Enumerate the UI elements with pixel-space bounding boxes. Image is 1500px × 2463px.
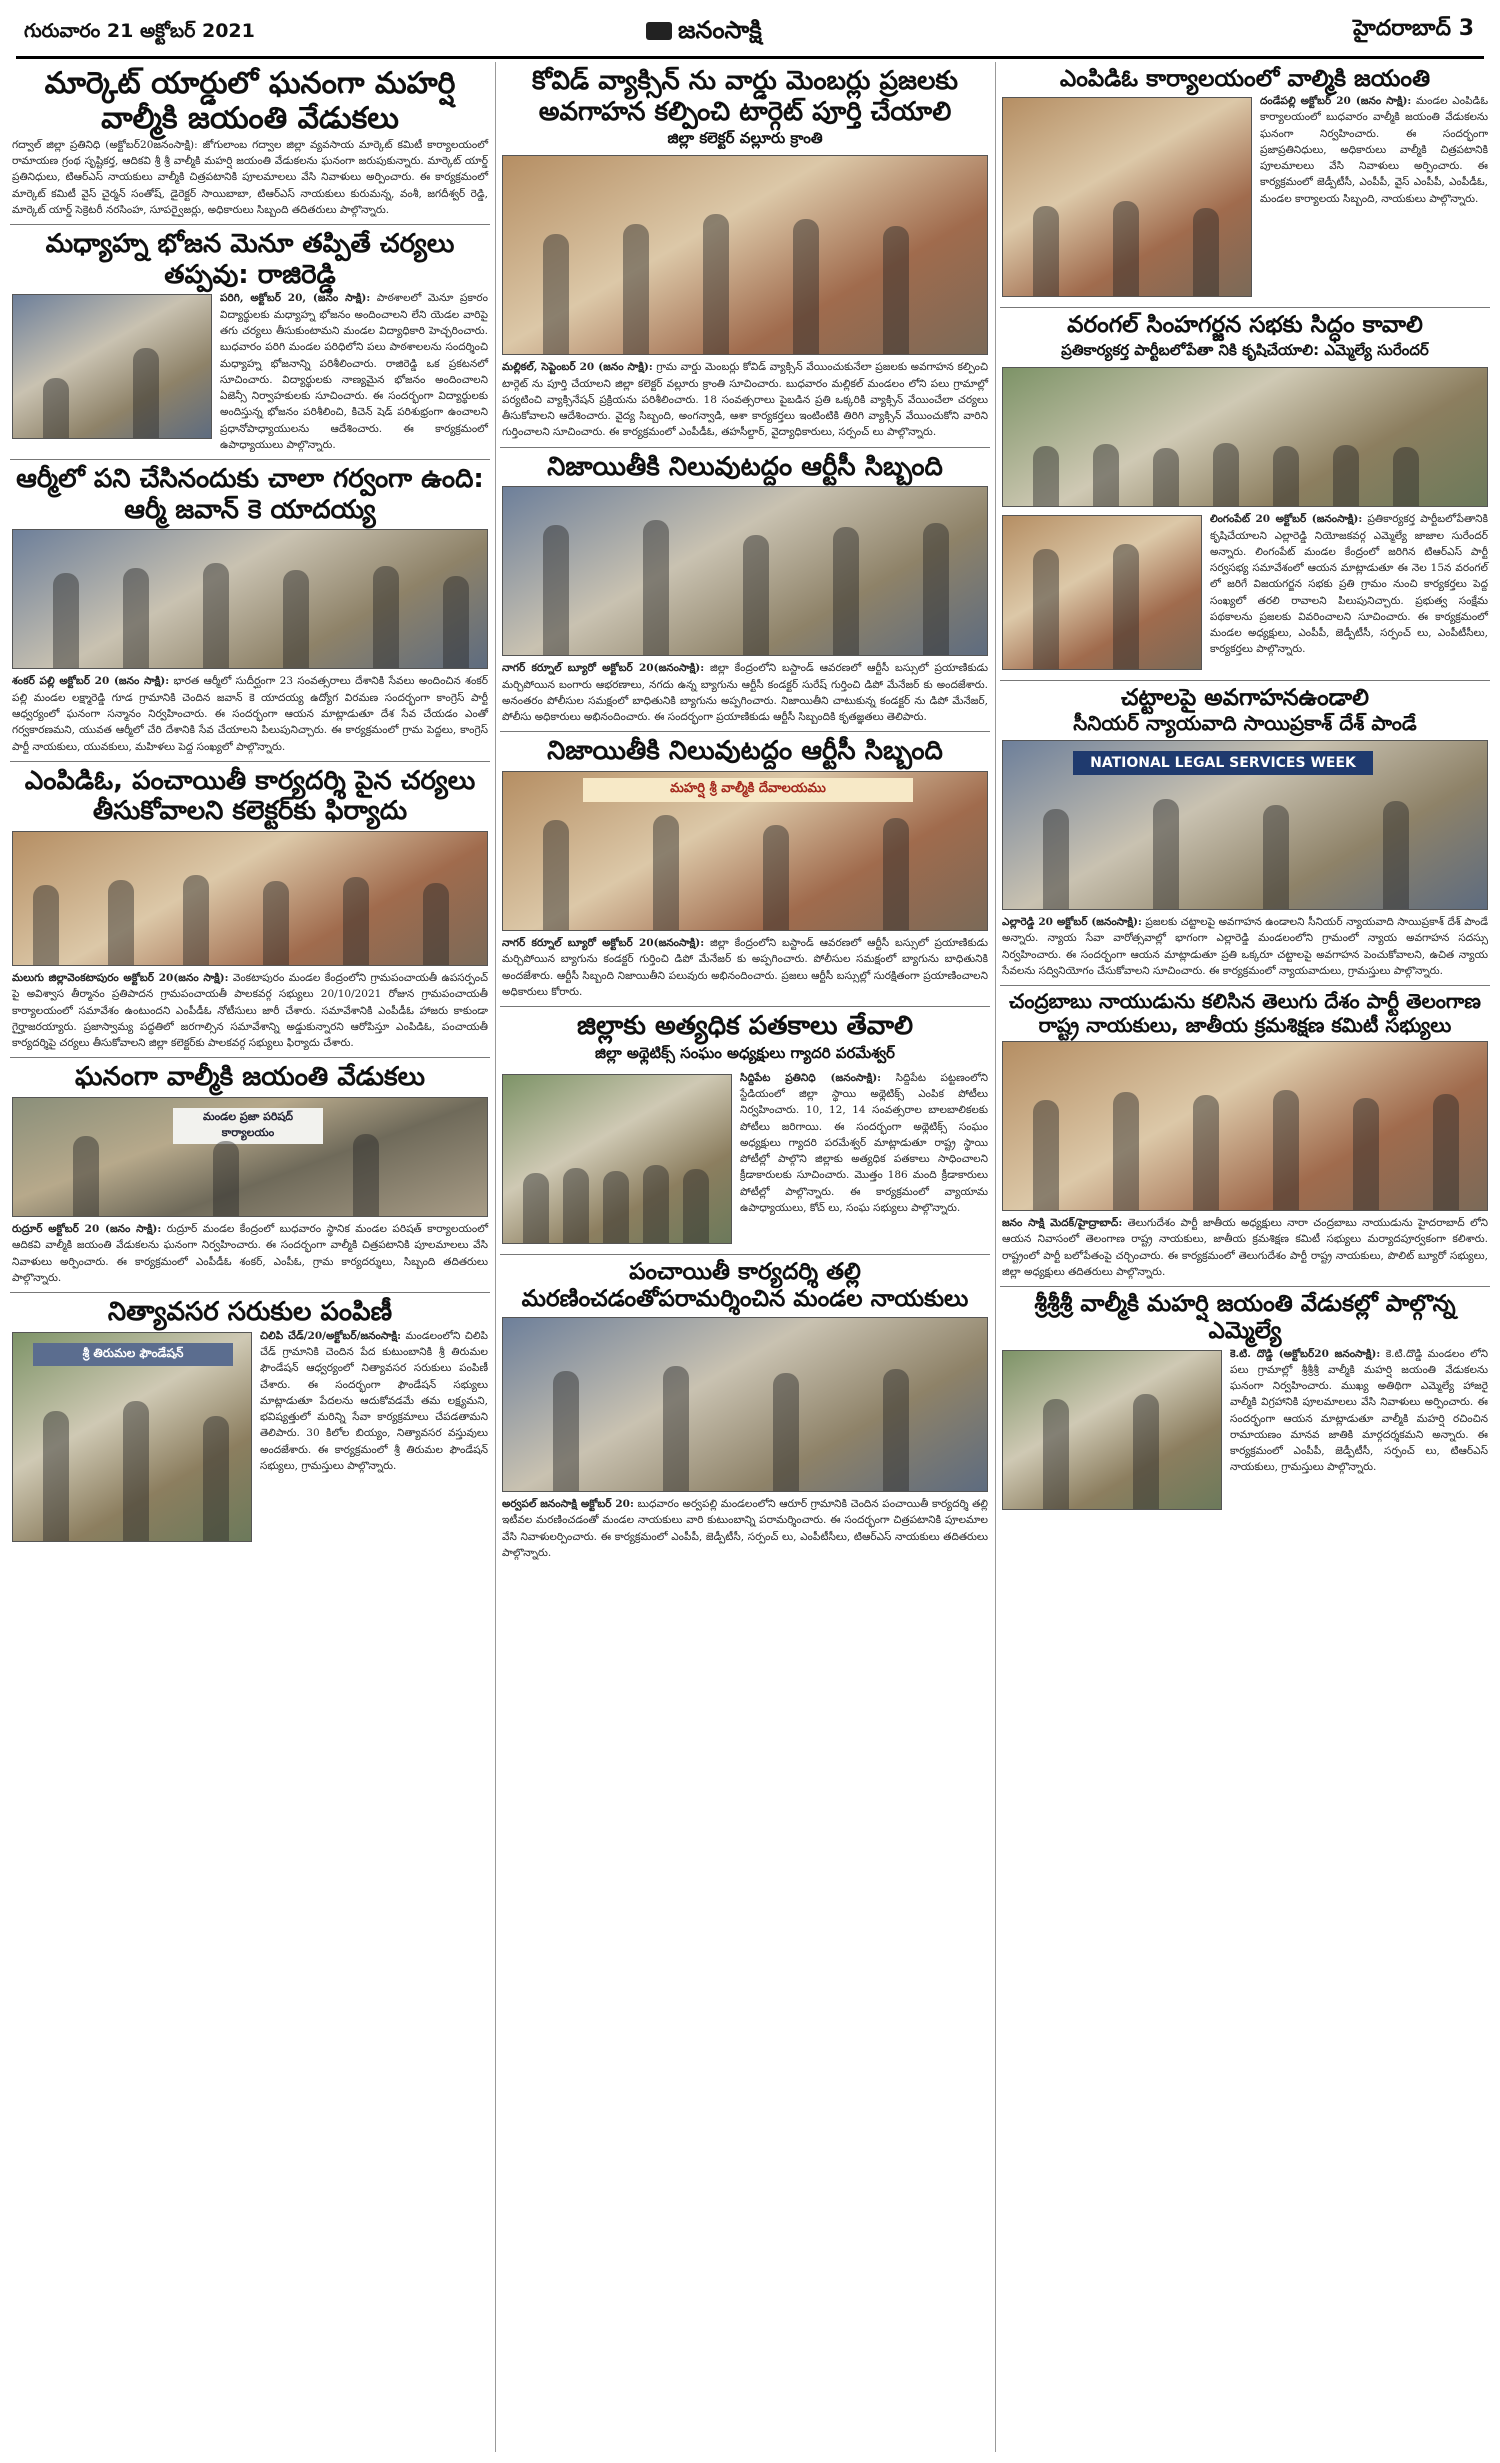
article-photo	[12, 831, 488, 966]
article-dateline: చిలిపి చేడ్/20/అక్టోబర్/జనంసాక్షి:	[260, 1329, 401, 1342]
article-photo	[502, 155, 988, 355]
paper-name-text: జనంసాక్షి	[678, 16, 762, 44]
article-mpdo-complaint	[10, 762, 490, 1059]
article-subhead: జిల్లా కలెక్టర్ వల్లూరు క్రాంతి	[667, 129, 823, 148]
article-panchayat-mother	[500, 1255, 990, 1567]
legal-week-banner: NATIONAL LEGAL SERVICES WEEK	[1073, 751, 1373, 775]
article-photo	[502, 771, 988, 931]
article-headline: మధ్యాహ్న భోజన మెనూ తప్పితే చర్యలు తప్పవు: రాజిరెడ్డి	[45, 229, 455, 290]
article-dateline: శంకర్ పల్లి అక్టోబర్ 20 (జనం సాక్షి):	[12, 675, 170, 688]
column-left	[10, 62, 490, 1552]
article-photo	[1002, 740, 1488, 910]
article-text: వెంకటాపురం మండల కేంద్రంలోని గ్రామపంచాయతీ ఉపసర్పంచ్ పై అవిశ్వాస తీర్మానం ప్రతిపాదన గ్రామపంచాయతీ పాలకవర్గ సభ్యులు 20/10/2021 రోజున గ్రామపంచాయతీ కార్యాలయంలో సమావేశం ఉంటుందని ఎంపీడీఓ నోటీసులు జారీ చేశారు. సమావేశానికి ఎంపీడీఓ హాజరు కాకుండా గైర్హాజరయ్యారు. ప్రజాస్వామ్య పద్ధతిలో జరగాల్సిన సమావేశాన్ని అడ్డుకున్నారని ఆరోపిస్తూ ఎంపిడిఓ, పంచాయతీ కార్యదర్శిపై చర్యలు తీసుకోవాలని జిల్లా కలెక్టర్‌కు పాలకవర్గ సభ్యులు ఫిర్యాదు చేశారు.	[12, 972, 488, 1050]
article-body	[502, 359, 988, 440]
article-dateline: మలుగు జిల్లావెంకటాపురం అక్టోబర్ 20(జనం సాక్షి):	[12, 972, 229, 985]
article-body	[12, 673, 488, 754]
article-headline: చట్టాలపై అవగాహనఉండాలి	[1120, 685, 1370, 712]
article-text: జిల్లా కేంద్రంలోని బస్టాండ్ ఆవరణలో ఆర్టీసీ బస్సులో ప్రయాణికుడు మర్చిపోయిన బంగారు ఆభరణాలు, నగదు ఉన్న బ్యాగును ఆర్టీసీ కండక్టర్ సురేష్ గుర్తించి డిపో మేనేజర్ కు అందజేశారు. అనంతరం పోలీసుల సమక్షంలో బాధితునికి బ్యాగును అప్పగించారు. నిజాయితీని చాటుకున్న కండక్టర్ ను డిపో మేనేజర్, పోలీసు అధికారులు అభినందించారు. ఈ సందర్భంగా ప్రయాణికుడు ఆర్టీసీ సిబ్బందికి కృతజ్ఞతలు తెలిపారు.	[502, 662, 988, 724]
article-text: బుధవారం అర్వపల్లి మండలంలోని ఆరూర్ గ్రామానికి చెందిన పంచాయితీ కార్యదర్శి తల్లి ఇటీవల మరణించడంతో మండల నాయకులు వారి కుటుంబాన్ని పరామర్శించారు. ఈ సందర్భంగా చిత్రపటానికి పూలమాల వేసి నివాళులర్పించారు. ఈ కార్యక్రమంలో ఎంపీపీ, జెడ్పీటీసీ, సర్పంచ్ లు, ఎంపీటీసీలు, టిఆర్ఎస్ నాయకులు తదితరులు పాల్గొన్నారు.	[502, 1498, 988, 1559]
masthead-rule	[16, 56, 1484, 59]
article-photo	[1002, 1041, 1488, 1211]
article-headline: కోవిడ్ వ్యాక్సిన్ ను వార్డు మెంబర్లు ప్రజలకు అవగాహన కల్పించి టార్గెట్ పూర్తి చేయాలి	[532, 66, 958, 127]
article-dateline: లింగంపేట్ 20 అక్టోబర్ (జనంసాక్షి):	[1210, 513, 1363, 526]
article-body	[1002, 914, 1488, 979]
article-text: ప్రజలకు చట్టాలపై అవగాహన ఉండాలని సీనియర్ న్యాయవాది సాయిప్రకాశ్ దేశ్ పాండే అన్నారు. న్యాయ సేవా వారోత్సవాల్లో భాగంగా ఎల్లారెడ్డి మండలంలోని గ్రామంలో న్యాయ అవగాహన సదస్సు నిర్వహించారు. ఈ సందర్భంగా ఆయన మాట్లాడుతూ ప్రతి ఒక్కరూ చట్టాలపై అవగాహన పెంచుకోవాలని, ఉచిత న్యాయ సేవలను సద్వినియోగం చేసుకోవాలని సూచించారు. ఈ కార్యక్రమంలో న్యాయవాదులు, గ్రామస్తులు పాల్గొన్నారు.	[1002, 915, 1489, 977]
article-headline: ఆర్మీలో పని చేసినందుకు చాలా గర్వంగా ఉంది: ఆర్మీ జవాన్ కె యాదయ్య	[16, 464, 484, 525]
article-legal-awareness	[1000, 681, 1490, 986]
article-dateline: పరిగి, అక్టోబర్ 20, (జనం సాక్షి):	[220, 292, 371, 305]
article-dateline: దండేపల్లి అక్టోబర్ 20 (జనం సాక్షి):	[1260, 95, 1412, 108]
article-headline-2: సీనియర్ న్యాయవాది సాయిప్రకాశ్ దేశ్ పాండే	[1073, 711, 1417, 736]
article-dateline: నాగర్ కర్నూల్ బ్యూరో అక్టోబర్ 20(జనంసాక్షి):	[502, 662, 705, 675]
article-army-jawan	[10, 460, 490, 762]
paper-name	[646, 16, 762, 50]
column-right	[1000, 62, 1490, 1520]
article-body: గద్వాల్ జిల్లా ప్రతినిధి (అక్టోబర్20జనంసాక్షి): జోగులాంబ గద్వాల జిల్లా వ్యవసాయ మార్కెట్ కమిటీ కార్యాలయంలో రామాయణ గ్రంథ సృష్టికర్త, ఆదికవి శ్రీ శ్రీ వాల్మీకి మహర్షి జయంతి వేడుకలను ఘనంగా జరుపుకున్నారు. మార్కెట్ యార్డ్ ప్రతినిధులు, టిఆర్ఎస్ నాయకులు వాల్మీకి చిత్రపటానికి పూలమాలలు వేసి నివాళులు అర్పించారు. ఈ కార్యక్రమంలో మార్కెట్ కమిటీ వైస్ చైర్మన్ సంతోష్, డైరెక్టర్ సాయిబాబా, టిఆర్ఎస్ నాయకులు కురుమన్న, వంశీ, జగదీశ్వర్ రెడ్డి, మార్కెట్ యార్డ్ సెక్రెటరీ నరసింహ, సూపర్వైజర్లు, అధికారులు సిబ్బంది తదితరులు పాల్గొన్నారు.	[12, 138, 488, 216]
article-dateline: జనం సాక్షి మెదక్/హైద్రాబాద్:	[1002, 1217, 1123, 1230]
article-subhead: జిల్లా అథ్లెటిక్స్ సంఘం అధ్యక్షులు గ్యాదరి పరమేశ్వర్	[595, 1043, 895, 1062]
article-photo	[12, 1097, 488, 1217]
article-body	[502, 935, 988, 1000]
article-text: భారత ఆర్మీలో సుదీర్ఘంగా 23 సంవత్సరాలు దేశానికి సేవలు అందించిన శంకర్ పల్లి మండల లక్ష్మారెడ్డి గూడ గ్రామానికి చెందిన జవాన్ కె యాదయ్య ఉద్యోగ విరమణ సందర్భంగా కాంగ్రెస్ పార్టీ ఆధ్వర్యంలో ఘనంగా సన్మానం నిర్వహించారు. ఈ సందర్భంగా ఆయన మాట్లాడుతూ దేశ సేవ చేయడం ఎంతో గర్వకారణమని, యువత ఆర్మీలో చేరి దేశానికి సేవ చేయాలని పిలుపునిచ్చారు. ఈ కార్యక్రమంలో గ్రామ పెద్దలు, కాంగ్రెస్ పార్టీ నాయకులు, యువకులు, మహిళలు పెద్ద సంఖ్యలో పాల్గొన్నారు.	[12, 675, 488, 753]
article-dateline: అర్వపల్ జనంసాక్షి అక్టోబర్ 20:	[502, 1498, 634, 1511]
article-photo	[12, 529, 488, 669]
article-text: గ్రామ వార్డు మెంబర్లు కోవిడ్ వ్యాక్సిన్ వేయించుకునేలా ప్రజలకు అవగాహన కల్పించి టార్గెట్ ను పూర్తి చేయాలని జిల్లా కలెక్టర్ వల్లూరు క్రాంతి సూచించారు. బుధవారం మల్లికల్ మండలం లోని పలు గ్రామాల్లో పర్యటించి వ్యాక్సినేషన్ ప్రక్రియను పరిశీలించారు. 18 సంవత్సరాలు పైబడిన ప్రతి ఒక్కరికి వ్యాక్సిన్ వేయించేలా చర్యలు తీసుకోవాలని ఆదేశించారు. వైద్య సిబ్బంది, అంగన్వాడి, ఆశా కార్యకర్తలు ఇంటింటికి తిరిగి వ్యాక్సిన్ వేయించుకోని వారిని గుర్తించాలని సూచించారు. ఈ కార్యక్రమంలో ఎంపీడీఓ, తహసీల్దార్, వైద్యాధికారులు, సర్పంచ్ లు పాల్గొన్నారు.	[502, 361, 988, 439]
issue-date: గురువారం 21 అక్టోబర్ 2021	[24, 20, 255, 42]
article-headline: ఎంపిడిఓ, పంచాయితీ కార్యదర్శి పైన చర్యలు తీసుకోవాలని కలెక్టర్‌కు ఫిర్యాదు	[24, 765, 476, 827]
article-warangal-meeting	[1000, 308, 1490, 681]
article-chandrababu	[1000, 986, 1490, 1287]
article-dateline: ఎల్లారెడ్డి 20 అక్టోబర్ (జనంసాక్షి):	[1002, 915, 1142, 928]
article-headline: పంచాయితీ కార్యదర్శి తల్లి మరణించడంతోపరామర్శించిన మండల నాయకులు	[521, 1258, 969, 1312]
article-text: మండలంలోని చిలిపి చేడ్ గ్రామానికి చెందిన పేద కుటుంబానికి శ్రీ తిరుమల ఫౌండేషన్ ఆధ్వర్యంలో నిత్యావసర సరుకులు పంపిణీ చేశారు. ఈ సందర్భంగా ఫౌండేషన్ సభ్యులు మాట్లాడుతూ పేదలను ఆదుకోవడమే తమ లక్ష్యమని, భవిష్యత్తులో మరిన్ని సేవా కార్యక్రమాలు చేపడతామని తెలిపారు. 30 కిలోల బియ్యం, నిత్యావసర వస్తువులు అందజేశారు. ఈ కార్యక్రమంలో శ్రీ తిరుమల ఫౌండేషన్ సభ్యులు, గ్రామస్తులు పాల్గొన్నారు.	[260, 1329, 488, 1472]
article-text: జిల్లా కేంద్రంలోని బస్టాండ్ ఆవరణలో ఆర్టీసీ బస్సులో ప్రయాణికుడు మర్చిపోయిన బ్యాగును కండక్టర్ గుర్తించి డిపో మేనేజర్ కు అప్పగించారు. పోలీసుల సమక్షంలో బ్యాగును బాధితునికి అందజేశారు. ఆర్టీసీ సిబ్బంది నిజాయితీని పలువురు అభినందించారు. ప్రజలు ఆర్టీసీ బస్సుల్లో సురక్షితంగా ప్రయాణించాలని అధికారులు కోరారు.	[502, 937, 988, 998]
article-mla-valmiki	[1000, 1287, 1490, 1519]
shop-sign: శ్రీ తిరుమల ఫౌండేషన్	[33, 1343, 233, 1366]
article-rtc-honesty-1	[500, 448, 990, 733]
article-text: సిద్దిపేట పట్టణంలోని స్టేడియంలో జిల్లా స్థాయి అథ్లెటిక్స్ ఎంపిక పోటీలు నిర్వహించారు. 10, 12, 14 సంవత్సరాల బాలబాలికలకు పోటీలు జరిగాయి. ఈ సందర్భంగా అథ్లెటిక్స్ సంఘం అధ్యక్షులు గ్యాదరి పరమేశ్వర్ మాట్లాడుతూ రాష్ట్ర స్థాయి పోటీల్లో పాల్గొని జిల్లాకు అత్యధిక పతకాలు సాధించాలని క్రీడాకారులకు సూచించారు. మొత్తం 186 మంది క్రీడాకారులు పోటీల్లో పాల్గొన్నారు. ఈ కార్యక్రమంలో వ్యాయామ ఉపాధ్యాయులు, కోచ్ లు, సంఘ సభ్యులు పాల్గొన్నారు.	[740, 1071, 988, 1214]
article-rtc-honesty-2	[500, 732, 990, 1007]
article-headline: చంద్రబాబు నాయుడును కలిసిన తెలుగు దేశం పార్టీ తెలంగాణ రాష్ట్ర నాయకులు, జాతీయ క్రమశిక్షణ కమిటీ సభ్యులు	[1009, 989, 1481, 1037]
article-dateline: మల్లికల్, సెప్టెంబర్ 20 (జనం సాక్షి):	[502, 361, 653, 374]
article-photo	[1002, 367, 1488, 507]
article-text: రుద్రూర్ మండల కేంద్రంలో బుధవారం స్థానిక మండల పరిషత్ కార్యాలయంలో ఆదికవి వాల్మీకి జయంతి వేడుకలను ఘనంగా నిర్వహించారు. ఈ సందర్భంగా వాల్మీకి చిత్రపటానికి పూలమాలలు వేసి నివాళులు అర్పించారు. ఈ కార్యక్రమంలో ఎంపీడీఓ శంకర్, ఎంపీఓ, గ్రామ కార్యదర్శులు, సిబ్బంది తదితరులు పాల్గొన్నారు.	[12, 1223, 488, 1284]
article-dateline: కె.టి. దొడ్డి (అక్టోబర్20 జనంసాక్షి):	[1230, 1347, 1381, 1360]
article-valmiki-rudrur	[10, 1058, 490, 1293]
city-name: హైదరాబాద్	[1353, 16, 1452, 41]
article-body	[12, 970, 488, 1051]
article-headline: వరంగల్ సింహగర్జన సభకు సిద్ధం కావాలి	[1067, 312, 1423, 339]
article-essentials	[10, 1293, 490, 1552]
article-photo	[1002, 1350, 1222, 1510]
article-text: మండల ఎంపిడిఓ కార్యాలయంలో బుధవారం వాల్మీకి జయంతి వేడుకలను ఘనంగా నిర్వహించారు. ఈ సందర్భంగా ప్రజాప్రతినిధులు, అధికారులు వాల్మీకి చిత్రపటానికి పూలమాలలు వేసి నివాళులు అర్పించారు. ఈ కార్యక్రమంలో జెడ్పీటీసీ, ఎంపీపీ, వైస్ ఎంపీపీ, ఎంపీడీఓ, మండల కార్యాలయ సిబ్బంది, నాయకులు పాల్గొన్నారు.	[1260, 95, 1488, 205]
article-text: తెలుగుదేశం పార్టీ జాతీయ అధ్యక్షులు నారా చంద్రబాబు నాయుడును హైదరాబాద్ లోని ఆయన నివాసంలో తెలంగాణ రాష్ట్ర నాయకులు, జాతీయ క్రమశిక్షణ కమిటీ సభ్యులు మర్యాదపూర్వకంగా కలిశారు. రాష్ట్రంలో పార్టీ బలోపేతంపై చర్చించారు. ఈ కార్యక్రమంలో తెలుగుదేశం పార్టీ రాష్ట్ర నాయకులు, పొలిట్ బ్యూరో సభ్యులు, జిల్లా అధ్యక్షులు తదితరులు పాల్గొన్నారు.	[1002, 1217, 1489, 1279]
article-dateline: సిద్దిపేట ప్రతినిధి (జనంసాక్షి):	[740, 1071, 882, 1084]
column-divider	[995, 62, 996, 2452]
article-headline: శ్రీశ్రీశ్రీ వాల్మీకి మహర్షి జయంతి వేడుకల్లో పాల్గొన్న ఎమ్మెల్యే	[1034, 1291, 1456, 1345]
article-subhead: ప్రతికార్యకర్త పార్టీబలోపేతా నికి కృషిచేయాలి: ఎమ్మెల్యే సురేందర్	[1061, 341, 1429, 360]
article-headline: జిల్లాకు అత్యధిక పతకాలు తేవాలి	[576, 1011, 914, 1042]
masthead	[16, 12, 1484, 52]
article-midday-meal	[10, 225, 490, 460]
article-dateline: నాగర్ కర్నూల్ బ్యూరో అక్టోబర్ 20(జనంసాక్షి):	[502, 937, 705, 950]
article-photo	[12, 1332, 252, 1542]
column-divider	[495, 62, 496, 2452]
article-headline: ఎంపిడిఓ కార్యాలయంలో వాల్మికి జయంతి	[1059, 66, 1431, 92]
article-photo	[1002, 515, 1202, 670]
article-covid-vaccine	[500, 62, 990, 448]
city-page	[1353, 16, 1474, 46]
page-number: 3	[1458, 16, 1474, 41]
article-photo	[502, 1317, 988, 1492]
article-body	[502, 1496, 988, 1561]
article-body	[502, 660, 988, 725]
photo-sign: మండల ప్రజా పరిషద్ కార్యాలయం	[173, 1108, 323, 1144]
article-headline: నిజాయితీకి నిలువుటద్దం ఆర్టీసీ సిబ్బంది	[547, 451, 943, 482]
paper-logo-icon	[646, 22, 672, 40]
article-athletics	[500, 1007, 990, 1255]
article-photo	[502, 1074, 732, 1244]
article-mpdo-valmiki	[1000, 62, 1490, 308]
article-photo	[502, 486, 988, 656]
temple-banner: మహర్షి శ్రీ వాల్మీకి దేవాలయము	[583, 778, 913, 802]
article-text: ప్రతికార్యకర్త పార్టీబలోపేతానికి కృషిచేయాలని ఎల్లారెడ్డి నియోజకవర్గ ఎమ్మెల్యే జాజాల సురేందర్ అన్నారు. లింగంపేట్ మండల కేంద్రంలో జరిగిన టిఆర్ఎస్ పార్టీ సర్వసభ్య సమావేశంలో ఆయన మాట్లాడుతూ ఈ నెల 15న వరంగల్ లో జరిగే విజయగర్జన సభకు ప్రతి గ్రామం నుంచి కార్యకర్తలు పెద్ద సంఖ్యలో తరలి రావాలని పిలుపునిచ్చారు. ప్రభుత్వ సంక్షేమ పథకాలను ప్రజలకు వివరించాలని సూచించారు. ఈ కార్యక్రమంలో మండల అధ్యక్షులు, ఎంపీపీ, జెడ్పీటీసీ, సర్పంచ్ లు, ఎంపీటీసీలు, కార్యకర్తలు పాల్గొన్నారు.	[1210, 513, 1488, 656]
article-photo	[12, 294, 212, 439]
article-headline: నిజాయితీకి నిలువుటద్దం ఆర్టీసీ సిబ్బంది	[547, 736, 943, 767]
article-text: కె.టి.దొడ్డి మండలం లోని పలు గ్రామాల్లో శ్రీశ్రీశ్రీ వాల్మీకి మహర్షి జయంతి వేడుకలను ఘనంగా నిర్వహించారు. ముఖ్య అతిథిగా ఎమ్మెల్యే హాజరై వాల్మీకి విగ్రహానికి పూలమాలలు వేసి నివాళులు అర్పించారు. ఈ సందర్భంగా ఆయన మాట్లాడుతూ వాల్మీకి మహర్షి రచించిన రామాయణం మానవ జాతికి మార్గదర్శకమని అన్నారు. ఈ కార్యక్రమంలో ఎంపీపీ, జెడ్పీటీసీ, సర్పంచ్ లు, టిఆర్ఎస్ నాయకులు, గ్రామస్తులు పాల్గొన్నారు.	[1230, 1347, 1489, 1474]
article-body	[1002, 1215, 1488, 1280]
article-text: పాఠశాలలో మెనూ ప్రకారం విద్యార్థులకు మధ్యాహ్న భోజనం అందించాలని లేని యెడల వారిపై తగు చర్యలు తీసుకుంటామని మండల విద్యాధికారి హెచ్చరించారు. బుధవారం పరిగి మండల పరిధిలోని పలు పాఠశాలలను సందర్శించి మధ్యాహ్న భోజనాన్ని పరిశీలించారు. రాజిరెడ్డి ఒక ప్రకటనలో సూచించారు. విద్యార్థులకు నాణ్యమైన భోజనం అందించాలని ఏజెన్సీ నిర్వాహకులకు సూచించారు. ఈ సందర్భంగా విద్యార్థులకు అందిస్తున్న భోజనం పరిశీలించి, కిచెన్ షెడ్ పరిశుభ్రంగా ఉంచాలని ప్రధానోపాధ్యాయులను ఆదేశించారు. ఈ కార్యక్రమంలో ఉపాధ్యాయులు పాల్గొన్నారు.	[220, 292, 488, 451]
article-body	[12, 1221, 488, 1286]
article-dateline: రుద్రూర్ అక్టోబర్ 20 (జనం సాక్షి):	[12, 1223, 162, 1236]
article-headline: ఘనంగా వాల్మీకి జయంతి వేడుకలు	[74, 1062, 426, 1093]
column-middle	[500, 62, 990, 1567]
article-photo	[1002, 97, 1252, 297]
article-headline: మార్కెట్ యార్డులో ఘనంగా మహర్షి వాల్మీకి జయంతి వేడుకలు	[44, 66, 456, 137]
article-market-valmiki	[10, 62, 490, 225]
article-headline: నిత్యావసర సరుకుల పంపిణీ	[107, 1297, 393, 1328]
